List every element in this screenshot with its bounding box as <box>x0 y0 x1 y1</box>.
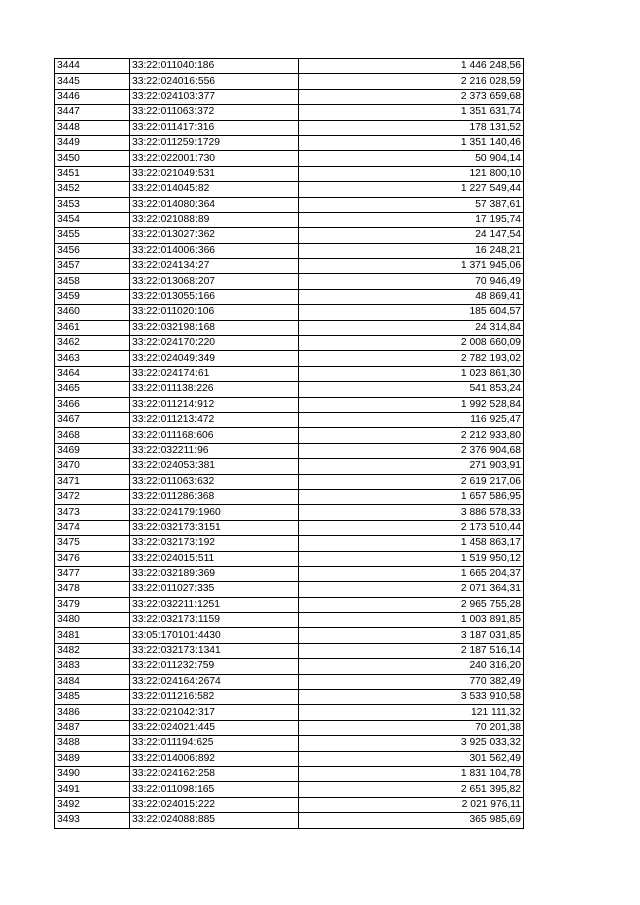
row-number: 3446 <box>55 89 130 104</box>
cadastral-number: 33:22:011040:186 <box>130 59 299 74</box>
row-number: 3477 <box>55 566 130 581</box>
table-row <box>55 274 524 289</box>
cadastral-number: 33:22:032173:1159 <box>130 613 299 628</box>
cadastral-value: 17 195,74 <box>299 212 524 227</box>
table-row <box>55 459 524 474</box>
table-row <box>55 443 524 458</box>
table-row <box>55 120 524 135</box>
table-row <box>55 212 524 227</box>
cadastral-value: 70 946,49 <box>299 274 524 289</box>
table-row <box>55 736 524 751</box>
cadastral-number: 33:22:032211:96 <box>130 443 299 458</box>
cadastral-value: 2 216 028,59 <box>299 74 524 89</box>
row-number: 3491 <box>55 782 130 797</box>
table-row <box>55 520 524 535</box>
table-row <box>55 336 524 351</box>
table-row <box>55 720 524 735</box>
cadastral-value: 365 985,69 <box>299 813 524 828</box>
row-number: 3462 <box>55 336 130 351</box>
table-row <box>55 551 524 566</box>
cadastral-number: 33:22:021042:317 <box>130 705 299 720</box>
cadastral-value: 1 519 950,12 <box>299 551 524 566</box>
row-number: 3483 <box>55 659 130 674</box>
cadastral-number: 33:22:011259:1729 <box>130 135 299 150</box>
cadastral-value: 48 869,41 <box>299 289 524 304</box>
row-number: 3459 <box>55 289 130 304</box>
cadastral-number: 33:22:011417:316 <box>130 120 299 135</box>
table-row <box>55 320 524 335</box>
cadastral-number: 33:22:024179:1960 <box>130 505 299 520</box>
row-number: 3474 <box>55 520 130 535</box>
table-row <box>55 797 524 812</box>
cadastral-number: 33:22:032211:1251 <box>130 597 299 612</box>
table-row <box>55 628 524 643</box>
row-number: 3473 <box>55 505 130 520</box>
cadastral-value: 3 925 033,32 <box>299 736 524 751</box>
cadastral-value: 541 853,24 <box>299 382 524 397</box>
table-row <box>55 428 524 443</box>
cadastral-number: 33:22:011020:106 <box>130 305 299 320</box>
cadastral-number: 33:22:024021:445 <box>130 720 299 735</box>
row-number: 3456 <box>55 243 130 258</box>
cadastral-number: 33:22:024088:885 <box>130 813 299 828</box>
cadastral-value: 2 651 395,82 <box>299 782 524 797</box>
cadastral-number: 33:22:011063:372 <box>130 105 299 120</box>
table-row <box>55 351 524 366</box>
table-row <box>55 813 524 828</box>
cadastral-number: 33:22:021088:89 <box>130 212 299 227</box>
cadastral-value: 2 212 933,80 <box>299 428 524 443</box>
cadastral-value: 3 886 578,33 <box>299 505 524 520</box>
cadastral-number: 33:05:170101:4430 <box>130 628 299 643</box>
row-number: 3480 <box>55 613 130 628</box>
cadastral-number: 33:22:024053:381 <box>130 459 299 474</box>
cadastral-number: 33:22:024015:511 <box>130 551 299 566</box>
row-number: 3467 <box>55 412 130 427</box>
table-row <box>55 105 524 120</box>
table-row <box>55 597 524 612</box>
cadastral-number: 33:22:011213:472 <box>130 412 299 427</box>
cadastral-number: 33:22:011098:165 <box>130 782 299 797</box>
table-row <box>55 151 524 166</box>
row-number: 3475 <box>55 536 130 551</box>
row-number: 3468 <box>55 428 130 443</box>
row-number: 3444 <box>55 59 130 74</box>
row-number: 3478 <box>55 582 130 597</box>
cadastral-number: 33:22:032189:369 <box>130 566 299 581</box>
cadastral-number: 33:22:011063:632 <box>130 474 299 489</box>
table-row <box>55 135 524 150</box>
table-row <box>55 305 524 320</box>
cadastral-value: 2 376 904,68 <box>299 443 524 458</box>
cadastral-value: 1 458 863,17 <box>299 536 524 551</box>
row-number: 3479 <box>55 597 130 612</box>
cadastral-number: 33:22:013027:362 <box>130 228 299 243</box>
cadastral-number: 33:22:011168:606 <box>130 428 299 443</box>
table-row <box>55 751 524 766</box>
cadastral-value: 1 023 861,30 <box>299 366 524 381</box>
table-row <box>55 74 524 89</box>
table-row <box>55 228 524 243</box>
table-row <box>55 289 524 304</box>
cadastral-value: 57 387,61 <box>299 197 524 212</box>
cadastral-number: 33:22:011216:582 <box>130 690 299 705</box>
table-row <box>55 259 524 274</box>
table-row <box>55 366 524 381</box>
table-row <box>55 182 524 197</box>
cadastral-value: 24 314,84 <box>299 320 524 335</box>
cadastral-value: 2 021 976,11 <box>299 797 524 812</box>
row-number: 3465 <box>55 382 130 397</box>
cadastral-value: 2 173 510,44 <box>299 520 524 535</box>
row-number: 3461 <box>55 320 130 335</box>
cadastral-number: 33:22:022001:730 <box>130 151 299 166</box>
row-number: 3490 <box>55 766 130 781</box>
row-number: 3451 <box>55 166 130 181</box>
cadastral-number: 33:22:024134:27 <box>130 259 299 274</box>
cadastral-value: 50 904,14 <box>299 151 524 166</box>
cadastral-number: 33:22:024103:377 <box>130 89 299 104</box>
cadastral-value: 2 187 516,14 <box>299 643 524 658</box>
cadastral-number: 33:22:014080:364 <box>130 197 299 212</box>
row-number: 3445 <box>55 74 130 89</box>
cadastral-value: 2 782 193,02 <box>299 351 524 366</box>
table-row <box>55 536 524 551</box>
cadastral-value: 1 831 104,78 <box>299 766 524 781</box>
cadastral-number: 33:22:011214:912 <box>130 397 299 412</box>
table-row <box>55 505 524 520</box>
table-body <box>55 59 524 829</box>
row-number: 3450 <box>55 151 130 166</box>
cadastral-number: 33:22:032173:1341 <box>130 643 299 658</box>
row-number: 3481 <box>55 628 130 643</box>
table-row <box>55 166 524 181</box>
cadastral-number: 33:22:024170:220 <box>130 336 299 351</box>
table-row <box>55 613 524 628</box>
row-number: 3486 <box>55 705 130 720</box>
table-row <box>55 674 524 689</box>
row-number: 3471 <box>55 474 130 489</box>
cadastral-number: 33:22:021049:531 <box>130 166 299 181</box>
cadastral-number: 33:22:024174:61 <box>130 366 299 381</box>
cadastral-value: 1 665 204,37 <box>299 566 524 581</box>
row-number: 3484 <box>55 674 130 689</box>
table-row <box>55 382 524 397</box>
cadastral-number: 33:22:011286:368 <box>130 489 299 504</box>
cadastral-number: 33:22:011232:759 <box>130 659 299 674</box>
table-row <box>55 197 524 212</box>
row-number: 3452 <box>55 182 130 197</box>
row-number: 3453 <box>55 197 130 212</box>
row-number: 3493 <box>55 813 130 828</box>
row-number: 3454 <box>55 212 130 227</box>
cadastral-number: 33:22:024162:258 <box>130 766 299 781</box>
cadastral-value: 1 371 945,06 <box>299 259 524 274</box>
cadastral-number: 33:22:011027:335 <box>130 582 299 597</box>
cadastral-number: 33:22:014045:82 <box>130 182 299 197</box>
table-row <box>55 705 524 720</box>
cadastral-number: 33:22:024015:222 <box>130 797 299 812</box>
cadastral-value: 70 201,38 <box>299 720 524 735</box>
cadastral-value-table <box>54 58 524 829</box>
cadastral-value: 2 373 659,68 <box>299 89 524 104</box>
cadastral-value: 24 147,54 <box>299 228 524 243</box>
cadastral-value: 2 619 217,06 <box>299 474 524 489</box>
cadastral-value: 1 351 631,74 <box>299 105 524 120</box>
table-row <box>55 59 524 74</box>
row-number: 3460 <box>55 305 130 320</box>
cadastral-value: 301 562,49 <box>299 751 524 766</box>
cadastral-value: 121 800,10 <box>299 166 524 181</box>
cadastral-value: 770 382,49 <box>299 674 524 689</box>
cadastral-number: 33:22:011138:226 <box>130 382 299 397</box>
cadastral-value: 121 111,32 <box>299 705 524 720</box>
cadastral-number: 33:22:011194:625 <box>130 736 299 751</box>
row-number: 3455 <box>55 228 130 243</box>
cadastral-number: 33:22:032173:192 <box>130 536 299 551</box>
cadastral-value: 1 003 891,85 <box>299 613 524 628</box>
cadastral-value: 240 316,20 <box>299 659 524 674</box>
row-number: 3457 <box>55 259 130 274</box>
cadastral-value: 178 131,52 <box>299 120 524 135</box>
table-row <box>55 782 524 797</box>
table-row <box>55 489 524 504</box>
cadastral-number: 33:22:032173:3151 <box>130 520 299 535</box>
row-number: 3470 <box>55 459 130 474</box>
table-row <box>55 412 524 427</box>
cadastral-number: 33:22:014006:892 <box>130 751 299 766</box>
cadastral-number: 33:22:024016:556 <box>130 74 299 89</box>
table-row <box>55 766 524 781</box>
row-number: 3463 <box>55 351 130 366</box>
row-number: 3487 <box>55 720 130 735</box>
cadastral-number: 33:22:013068:207 <box>130 274 299 289</box>
cadastral-value: 16 248,21 <box>299 243 524 258</box>
row-number: 3489 <box>55 751 130 766</box>
row-number: 3466 <box>55 397 130 412</box>
cadastral-number: 33:22:024164:2674 <box>130 674 299 689</box>
table-row <box>55 474 524 489</box>
cadastral-value: 116 925,47 <box>299 412 524 427</box>
row-number: 3476 <box>55 551 130 566</box>
cadastral-value: 185 604,57 <box>299 305 524 320</box>
row-number: 3472 <box>55 489 130 504</box>
cadastral-value: 1 227 549,44 <box>299 182 524 197</box>
cadastral-value: 2 008 660,09 <box>299 336 524 351</box>
cadastral-value: 1 351 140,46 <box>299 135 524 150</box>
cadastral-number: 33:22:013055:166 <box>130 289 299 304</box>
row-number: 3488 <box>55 736 130 751</box>
cadastral-value: 3 533 910,58 <box>299 690 524 705</box>
row-number: 3482 <box>55 643 130 658</box>
cadastral-value: 1 992 528,84 <box>299 397 524 412</box>
table-row <box>55 582 524 597</box>
cadastral-number: 33:22:014006:366 <box>130 243 299 258</box>
table-row <box>55 643 524 658</box>
row-number: 3449 <box>55 135 130 150</box>
table-row <box>55 659 524 674</box>
cadastral-number: 33:22:024049:349 <box>130 351 299 366</box>
table-row <box>55 397 524 412</box>
row-number: 3447 <box>55 105 130 120</box>
cadastral-value: 2 071 364,31 <box>299 582 524 597</box>
row-number: 3492 <box>55 797 130 812</box>
cadastral-value: 2 965 755,28 <box>299 597 524 612</box>
row-number: 3469 <box>55 443 130 458</box>
table-row <box>55 690 524 705</box>
row-number: 3458 <box>55 274 130 289</box>
cadastral-value: 1 446 248,56 <box>299 59 524 74</box>
cadastral-value: 3 187 031,85 <box>299 628 524 643</box>
table-row <box>55 243 524 258</box>
table-row <box>55 89 524 104</box>
cadastral-value: 1 657 586,95 <box>299 489 524 504</box>
row-number: 3448 <box>55 120 130 135</box>
row-number: 3464 <box>55 366 130 381</box>
table-row <box>55 566 524 581</box>
cadastral-value: 271 903,91 <box>299 459 524 474</box>
cadastral-number: 33:22:032198:168 <box>130 320 299 335</box>
row-number: 3485 <box>55 690 130 705</box>
